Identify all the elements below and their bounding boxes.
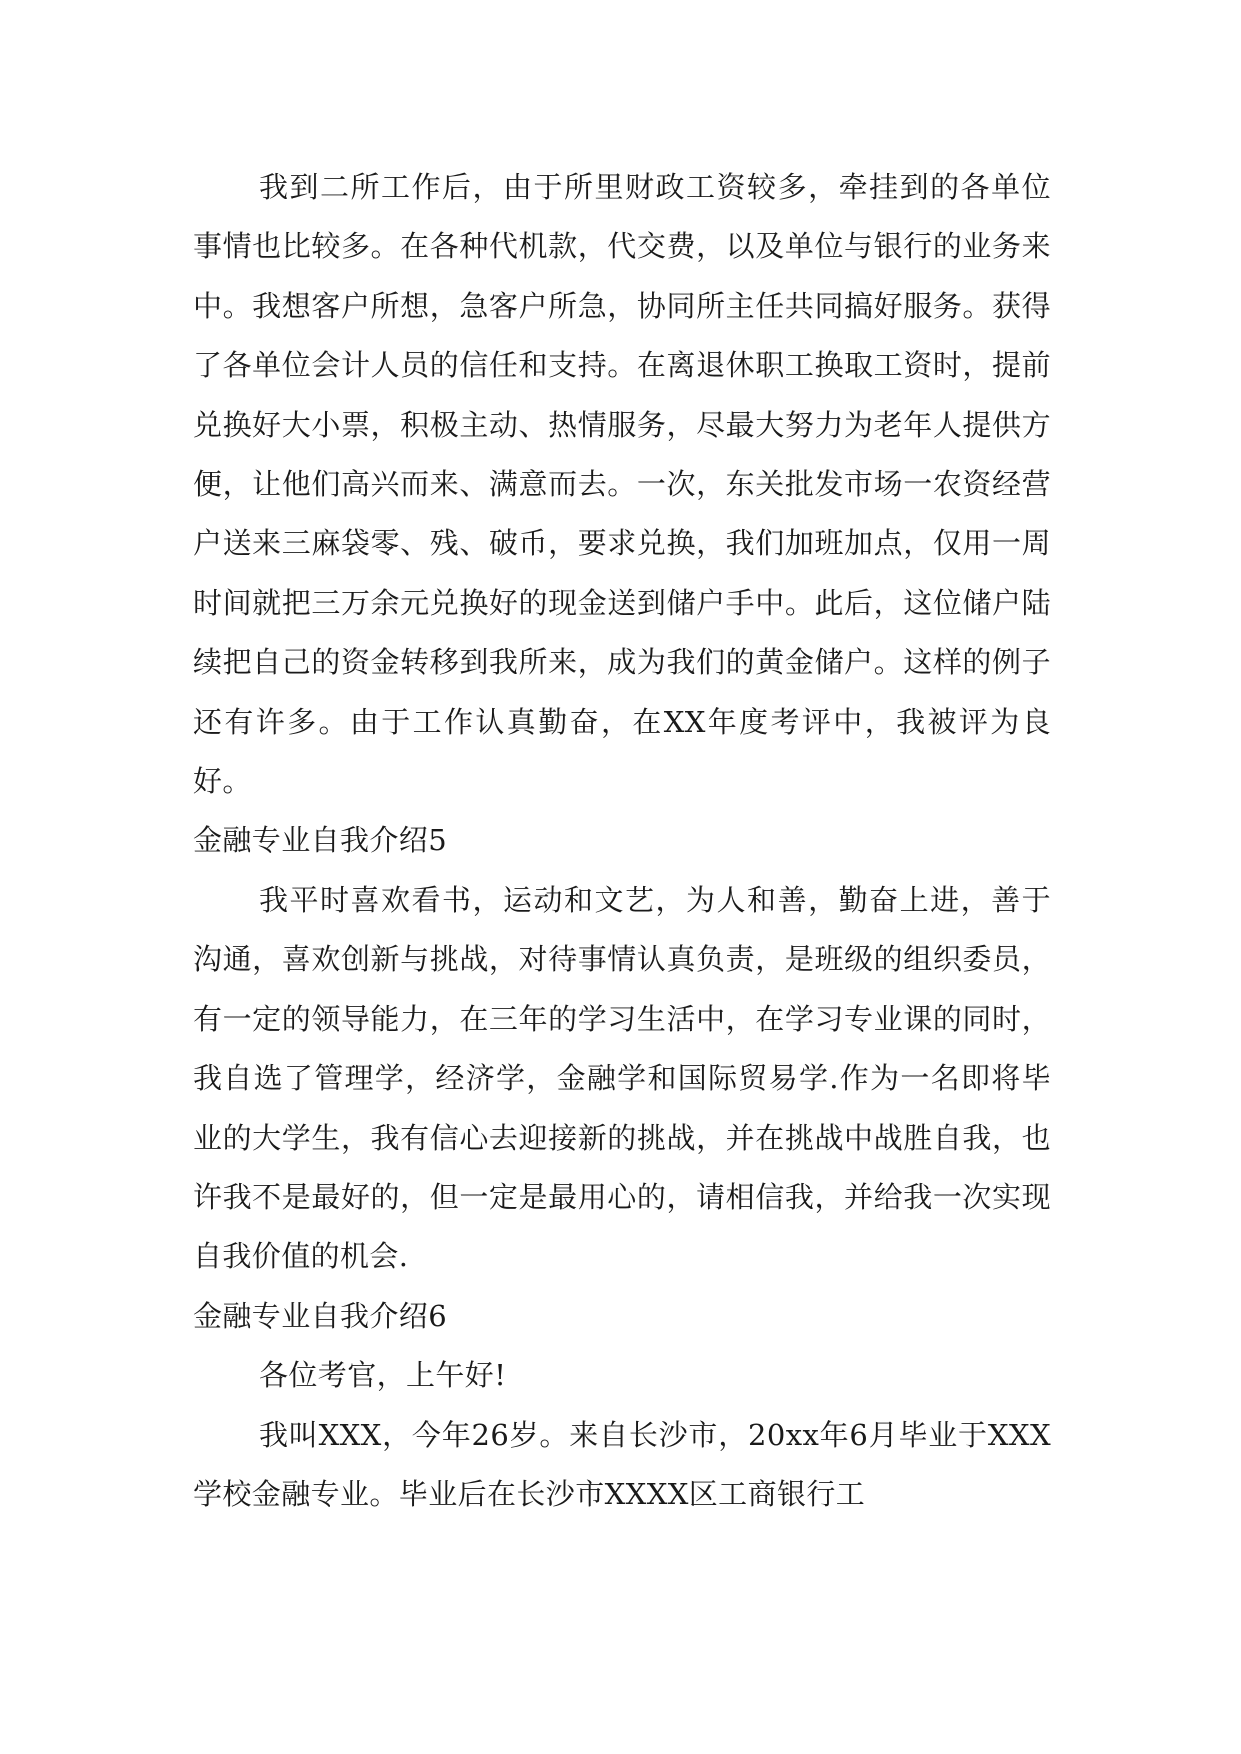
paragraph-greeting: 各位考官，上午好! xyxy=(259,1358,507,1393)
paragraph-self-intro-5: 我平时喜欢看书，运动和文艺，为人和善，勤奋上进，善于沟通，喜欢创新与挑战，对待事情认真负责，是班级的组织委员，有一定的领导能力，在三年的学习生活中，在学习专业课的同时，我自选了管理学，经济学，金融学和国际贸易学.作为一名即将毕业的大学生，我有信心去迎接新的挑战，并在挑战中战胜自我，也许我不是最好的，但一定是最用心的，请相信我，并给我一次实现自我价值的机会. xyxy=(193,882,1051,1274)
document-page xyxy=(193,158,1051,1524)
section-heading-6: 金融专业自我介绍6 xyxy=(193,1298,448,1333)
paragraph-work-experience: 我到二所工作后，由于所里财政工资较多，牵挂到的各单位事情也比较多。在各种代机款，代交费，以及单位与银行的业务来中。我想客户所想，急客户所急，协同所主任共同搞好服务。获得了各单位会计人员的信任和支持。在离退休职工换取工资时，提前兑换好大小票，积极主动、热情服务，尽最大努力为老年人提供方便，让他们高兴而来、满意而去。一次，东关批发市场一农资经营户送来三麻袋零、残、破币，要求兑换，我们加班加点，仅用一周时间就把三万余元兑换好的现金送到储户手中。此后，这位储户陆续把自己的资金转移到我所来，成为我们的黄金储户。这样的例子还有许多。由于工作认真勤奋，在XX年度考评中，我被评为良好。 xyxy=(193,170,1051,799)
paragraph-self-intro-6: 我叫XXX，今年26岁。来自长沙市，20xx年6月毕业于XXX学校金融专业。毕业后在长沙市XXXX区工商银行工 xyxy=(193,1417,1051,1511)
section-heading-5: 金融专业自我介绍5 xyxy=(193,823,448,858)
